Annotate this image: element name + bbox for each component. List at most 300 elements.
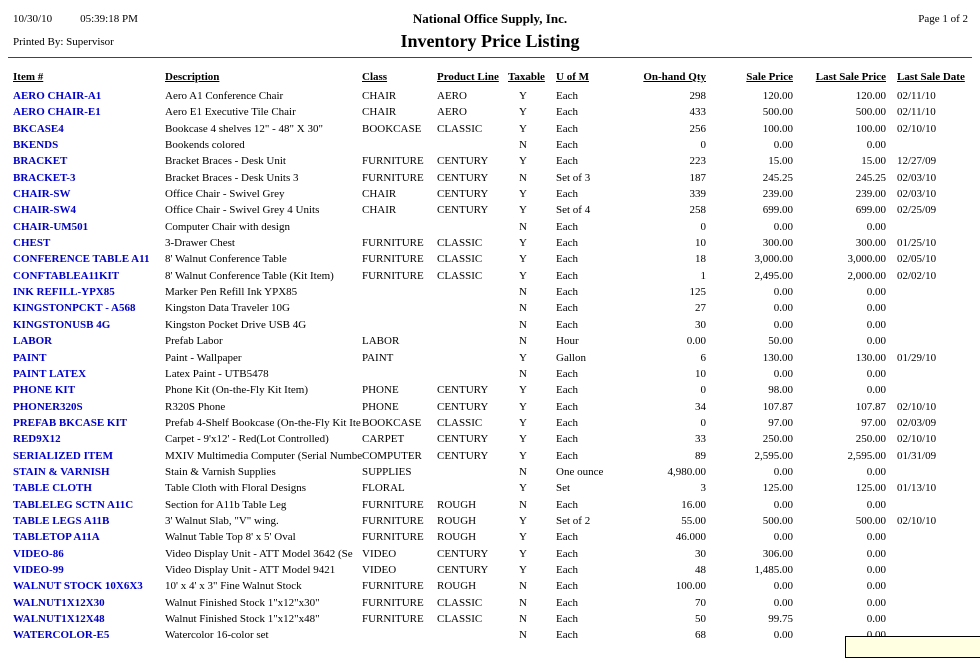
table-row bbox=[0, 499, 980, 515]
printed-by-label: Printed By: Supervisor bbox=[13, 36, 114, 48]
col-product-line-cell: CENTURY bbox=[437, 204, 489, 217]
col-product-line-cell bbox=[437, 286, 508, 302]
col-product-line-cell: CLASSIC bbox=[437, 237, 483, 250]
col-description-cell: Walnut Finished Stock 1"x12"x30" bbox=[165, 596, 320, 609]
col-taxable-cell: Y bbox=[519, 514, 527, 527]
table-row bbox=[0, 90, 980, 106]
col-description-cell: Bookends colored bbox=[165, 139, 245, 152]
col-description-cell: 3-Drawer Chest bbox=[165, 237, 235, 250]
col-last-sale-price-cell: 0.00 bbox=[866, 563, 886, 576]
col-class-cell: FLORAL bbox=[362, 482, 405, 495]
col-taxable-cell: N bbox=[519, 613, 527, 625]
col-sale-price-cell: 99.75 bbox=[768, 613, 793, 625]
col-product-line-cell bbox=[437, 221, 508, 237]
col-last-sale-date-cell bbox=[886, 531, 980, 547]
table-row bbox=[0, 302, 980, 318]
col-last-sale-price-cell: 0.00 bbox=[866, 384, 886, 397]
col-taxable-cell: N bbox=[519, 302, 527, 315]
item-link[interactable]: PAINT LATEX bbox=[13, 367, 87, 380]
col-onhand-qty-cell: 30 bbox=[695, 318, 706, 331]
col-description-cell: Carpet - 9'x12' - Red(Lot Controlled) bbox=[165, 433, 329, 446]
col-last-sale-date-cell: 02/02/10 bbox=[897, 269, 937, 282]
col-product-line-cell: CENTURY bbox=[437, 433, 489, 446]
col-sale-price-cell: 239.00 bbox=[762, 188, 793, 201]
col-last-sale-date-cell: 02/10/10 bbox=[897, 400, 937, 413]
item-link[interactable]: TABLE LEGS A11B bbox=[13, 514, 110, 527]
col-description-cell: Marker Pen Refill Ink YPX85 bbox=[165, 286, 298, 299]
col-last-sale-date-cell: 12/27/09 bbox=[897, 155, 937, 168]
col-onhand-qty-cell: 4,980.00 bbox=[667, 465, 706, 478]
col-sale-price-cell: 0.00 bbox=[773, 302, 793, 315]
item-link[interactable]: PREFAB BKCASE KIT bbox=[13, 416, 128, 429]
col-taxable-cell: N bbox=[519, 465, 527, 478]
col-class-cell: CHAIR bbox=[362, 188, 397, 201]
item-link[interactable]: RED9X12 bbox=[13, 433, 61, 446]
col-taxable-cell: Y bbox=[519, 384, 527, 397]
col-last-sale-price-cell: 500.00 bbox=[855, 106, 886, 119]
col-taxable-cell: Y bbox=[519, 416, 527, 429]
item-link[interactable]: BRACKET bbox=[13, 155, 68, 168]
col-last-sale-date-cell bbox=[886, 302, 980, 318]
col-onhand-qty-cell: 339 bbox=[689, 188, 706, 201]
col-onhand-qty-cell: 256 bbox=[689, 122, 706, 135]
col-last-sale-price-cell: 0.00 bbox=[866, 318, 886, 331]
col-product-line-cell: CLASSIC bbox=[437, 416, 483, 429]
col-sale-price-cell: 0.00 bbox=[773, 498, 793, 511]
col-description-cell: Aero E1 Executive Tile Chair bbox=[165, 106, 296, 119]
col-last-sale-price-cell: 0.00 bbox=[866, 613, 886, 625]
col-onhand-qty-cell: 10 bbox=[695, 367, 706, 380]
col-class-cell: CARPET bbox=[362, 433, 405, 446]
col-uom-cell: Each bbox=[556, 400, 578, 413]
col-last-sale-date-cell: 01/25/10 bbox=[897, 237, 937, 250]
col-uom-cell: Each bbox=[556, 449, 578, 462]
col-uom-cell: Each bbox=[556, 498, 578, 511]
tooltip-box bbox=[845, 636, 980, 658]
col-onhand-qty-cell: 68 bbox=[695, 629, 706, 642]
col-last-sale-price-cell: 125.00 bbox=[855, 482, 886, 495]
table-row bbox=[0, 368, 980, 384]
table-row bbox=[0, 433, 980, 449]
col-uom-cell: Each bbox=[556, 188, 578, 201]
col-product-line-cell bbox=[437, 302, 508, 318]
col-description-cell: Video Display Unit - ATT Model 3642 (Se bbox=[165, 547, 353, 560]
table-row bbox=[0, 597, 980, 613]
col-product-line-cell: CLASSIC bbox=[437, 613, 483, 625]
col-onhand-qty-cell: 6 bbox=[700, 351, 706, 364]
col-class-cell: FURNITURE bbox=[362, 531, 424, 544]
col-last-sale-date-cell bbox=[886, 319, 980, 335]
col-onhand-qty-cell: 187 bbox=[689, 171, 706, 184]
table-row bbox=[0, 123, 980, 139]
col-product-line-cell bbox=[437, 482, 508, 498]
col-last-sale-date-cell: 02/05/10 bbox=[897, 253, 937, 266]
col-uom-cell: Each bbox=[556, 286, 578, 299]
col-product-line-cell: CENTURY bbox=[437, 188, 489, 201]
col-sale-price-header: Sale Price bbox=[746, 71, 793, 83]
col-description-cell: 3' Walnut Slab, "V" wing. bbox=[165, 514, 279, 527]
table-row bbox=[0, 531, 980, 547]
item-link[interactable]: WALNUT STOCK 10X6X3 bbox=[13, 580, 143, 593]
item-link[interactable]: BKCASE4 bbox=[13, 122, 64, 135]
col-last-sale-price-cell: 0.00 bbox=[866, 286, 886, 299]
col-class-cell: FURNITURE bbox=[362, 171, 424, 184]
col-last-sale-price-cell: 0.00 bbox=[866, 220, 886, 233]
header-divider bbox=[8, 57, 972, 58]
col-taxable-cell: N bbox=[519, 367, 527, 380]
col-taxable-cell: Y bbox=[519, 400, 527, 413]
col-description-cell: Kingston Pocket Drive USB 4G bbox=[165, 318, 307, 331]
col-class-cell: BOOKCASE bbox=[362, 122, 422, 135]
col-uom-cell: Each bbox=[556, 269, 578, 282]
col-last-sale-date-cell: 02/11/10 bbox=[897, 90, 936, 102]
col-class-cell bbox=[362, 368, 437, 384]
col-description-cell: Watercolor 16-color set bbox=[165, 629, 269, 642]
col-class-cell: FURNITURE bbox=[362, 253, 424, 266]
col-last-sale-price-cell: 250.00 bbox=[855, 433, 886, 446]
table-row bbox=[0, 106, 980, 122]
col-uom-cell: Each bbox=[556, 416, 578, 429]
col-uom-cell: Set of 4 bbox=[556, 204, 591, 217]
col-class-cell: FURNITURE bbox=[362, 580, 424, 593]
table-row bbox=[0, 564, 980, 580]
col-uom-cell: Each bbox=[556, 531, 578, 544]
col-uom-cell: Each bbox=[556, 367, 578, 380]
col-taxable-cell: Y bbox=[519, 269, 527, 282]
col-last-sale-date-cell bbox=[886, 564, 980, 580]
col-onhand-qty-cell: 125 bbox=[689, 286, 706, 299]
table-row bbox=[0, 188, 980, 204]
col-sale-price-cell: 107.87 bbox=[762, 400, 793, 413]
col-class-cell: PAINT bbox=[362, 351, 394, 364]
col-product-line-cell bbox=[437, 466, 508, 482]
table-row bbox=[0, 629, 980, 645]
col-uom-cell: Each bbox=[556, 318, 578, 331]
col-class-cell: CHAIR bbox=[362, 106, 397, 119]
item-link[interactable]: KINGSTONUSB 4G bbox=[13, 318, 111, 331]
item-link[interactable]: INK REFILL-YPX85 bbox=[13, 286, 115, 299]
col-onhand-qty-cell: 33 bbox=[695, 433, 706, 446]
col-last-sale-date-cell bbox=[886, 368, 980, 384]
col-last-sale-date-cell: 02/10/10 bbox=[897, 514, 937, 527]
item-link[interactable]: BKENDS bbox=[13, 139, 59, 152]
col-product-line-cell: CENTURY bbox=[437, 449, 489, 462]
table-row bbox=[0, 335, 980, 351]
col-product-line-cell bbox=[437, 352, 508, 368]
table-row bbox=[0, 139, 980, 155]
col-onhand-qty-cell: 10 bbox=[695, 237, 706, 250]
col-sale-price-cell: 125.00 bbox=[762, 482, 793, 495]
col-description-cell: 8' Walnut Conference Table bbox=[165, 253, 287, 266]
col-last-sale-date-cell bbox=[886, 548, 980, 564]
col-sale-price-cell: 0.00 bbox=[773, 318, 793, 331]
col-taxable-cell: Y bbox=[519, 122, 527, 135]
col-description-cell: Latex Paint - UTB5478 bbox=[165, 367, 269, 380]
col-sale-price-cell: 2,495.00 bbox=[754, 269, 793, 282]
col-product-line-cell: CENTURY bbox=[437, 400, 489, 413]
col-last-sale-price-cell: 239.00 bbox=[855, 188, 886, 201]
table-row bbox=[0, 450, 980, 466]
item-link[interactable]: KINGSTONPCKT - A568 bbox=[13, 302, 136, 315]
item-link[interactable]: BRACKET-3 bbox=[13, 171, 76, 184]
col-uom-cell: Each bbox=[556, 237, 578, 250]
col-last-sale-date-cell: 02/03/10 bbox=[897, 188, 937, 201]
col-product-line-cell bbox=[437, 368, 508, 384]
col-last-sale-price-cell: 0.00 bbox=[866, 302, 886, 315]
col-class-cell: FURNITURE bbox=[362, 498, 424, 511]
col-taxable-cell: N bbox=[519, 286, 527, 299]
col-taxable-header: Taxable bbox=[508, 71, 545, 83]
col-last-sale-price-cell: 130.00 bbox=[855, 351, 886, 364]
col-last-sale-date-cell: 02/10/10 bbox=[897, 433, 937, 446]
col-last-sale-price-cell: 2,595.00 bbox=[847, 449, 886, 462]
col-last-sale-date-cell bbox=[886, 597, 980, 613]
item-link[interactable]: PAINT bbox=[13, 351, 47, 364]
col-sale-price-cell: 130.00 bbox=[762, 351, 793, 364]
col-onhand-qty-cell: 0 bbox=[700, 384, 706, 397]
col-description-cell: Video Display Unit - ATT Model 9421 bbox=[165, 563, 336, 576]
item-link[interactable]: STAIN & VARNISH bbox=[13, 465, 110, 478]
col-product-line-cell: CENTURY bbox=[437, 547, 489, 560]
item-link[interactable]: SERIALIZED ITEM bbox=[13, 449, 113, 462]
table-row bbox=[0, 286, 980, 302]
col-uom-cell: Each bbox=[556, 563, 578, 576]
item-link[interactable]: PHONE KIT bbox=[13, 384, 76, 397]
table-row bbox=[0, 221, 980, 237]
col-class-cell bbox=[362, 286, 437, 302]
col-onhand-qty-cell: 27 bbox=[695, 302, 706, 315]
col-last-sale-price-cell: 120.00 bbox=[855, 90, 886, 102]
col-class-cell bbox=[362, 629, 437, 645]
table-row bbox=[0, 580, 980, 596]
item-link[interactable]: CHAIR-UM501 bbox=[13, 220, 89, 233]
col-taxable-cell: N bbox=[519, 139, 527, 152]
col-taxable-cell: Y bbox=[519, 253, 527, 266]
col-product-line-cell: ROUGH bbox=[437, 514, 477, 527]
item-link[interactable]: VIDEO-99 bbox=[13, 563, 64, 576]
col-last-sale-date-cell bbox=[886, 580, 980, 596]
col-sale-price-cell: 300.00 bbox=[762, 237, 793, 250]
col-sale-price-cell: 0.00 bbox=[773, 629, 793, 642]
col-onhand-qty-cell: 46.000 bbox=[675, 531, 706, 544]
col-last-sale-price-cell: 0.00 bbox=[866, 335, 886, 348]
col-uom-cell: Set of 3 bbox=[556, 171, 591, 184]
col-taxable-cell: N bbox=[519, 580, 527, 593]
col-sale-price-cell: 500.00 bbox=[762, 514, 793, 527]
col-onhand-qty-cell: 223 bbox=[689, 155, 706, 168]
col-onhand-qty-cell: 1 bbox=[700, 269, 706, 282]
col-description-cell: Bracket Braces - Desk Units 3 bbox=[165, 171, 299, 184]
col-taxable-cell: Y bbox=[519, 188, 527, 201]
table-row bbox=[0, 270, 980, 286]
col-description-cell: 8' Walnut Conference Table (Kit Item) bbox=[165, 269, 334, 282]
col-sale-price-cell: 0.00 bbox=[773, 139, 793, 152]
col-class-cell bbox=[362, 302, 437, 318]
col-onhand-qty-cell: 48 bbox=[695, 563, 706, 576]
item-link[interactable]: CONFTABLEA11KIT bbox=[13, 269, 120, 282]
col-sale-price-cell: 0.00 bbox=[773, 286, 793, 299]
col-class-cell: VIDEO bbox=[362, 547, 397, 560]
col-taxable-cell: N bbox=[519, 171, 527, 184]
col-uom-cell: Gallon bbox=[556, 351, 586, 364]
col-class-cell: PHONE bbox=[362, 400, 399, 413]
col-description-header: Description bbox=[165, 71, 220, 83]
col-uom-cell: Each bbox=[556, 302, 578, 315]
col-last-sale-price-cell: 0.00 bbox=[866, 367, 886, 380]
col-taxable-cell: N bbox=[519, 318, 527, 331]
table-row bbox=[0, 548, 980, 564]
item-link[interactable]: CHAIR-SW4 bbox=[13, 204, 76, 217]
col-sale-price-cell: 250.00 bbox=[762, 433, 793, 446]
item-link[interactable]: TABLELEG SCTN A11C bbox=[13, 498, 134, 511]
col-sale-price-cell: 0.00 bbox=[773, 367, 793, 380]
table-row bbox=[0, 155, 980, 171]
item-link[interactable]: TABLE CLOTH bbox=[13, 482, 92, 495]
col-taxable-cell: N bbox=[519, 335, 527, 348]
col-description-cell: Aero A1 Conference Chair bbox=[165, 90, 284, 102]
col-last-sale-date-cell bbox=[886, 286, 980, 302]
table-row bbox=[0, 237, 980, 253]
col-last-sale-date-cell: 01/31/09 bbox=[897, 449, 937, 462]
col-uom-cell: Each bbox=[556, 139, 578, 152]
col-class-cell: CHAIR bbox=[362, 90, 397, 102]
col-product-line-cell: ROUGH bbox=[437, 531, 477, 544]
col-description-cell: Office Chair - Swivel Grey bbox=[165, 188, 285, 201]
col-last-sale-date-cell: 02/03/10 bbox=[897, 171, 937, 184]
col-taxable-cell: Y bbox=[519, 482, 527, 495]
col-onhand-qty-cell: 433 bbox=[689, 106, 706, 119]
col-onhand-qty-header: On-hand Qty bbox=[643, 71, 706, 83]
col-taxable-cell: Y bbox=[519, 449, 527, 462]
item-link[interactable]: VIDEO-86 bbox=[13, 547, 64, 560]
inventory-table bbox=[0, 71, 980, 646]
col-product-line-cell: CENTURY bbox=[437, 155, 489, 168]
col-description-cell: Stain & Varnish Supplies bbox=[165, 465, 276, 478]
col-description-cell: Prefab Labor bbox=[165, 335, 223, 348]
col-uom-cell: Each bbox=[556, 155, 578, 168]
col-last-sale-date-cell bbox=[886, 499, 980, 515]
col-uom-cell: Each bbox=[556, 253, 578, 266]
table-row bbox=[0, 482, 980, 498]
col-taxable-cell: Y bbox=[519, 204, 527, 217]
col-product-line-cell: CLASSIC bbox=[437, 269, 483, 282]
col-uom-cell: Set bbox=[556, 482, 571, 495]
item-link[interactable]: PHONER320S bbox=[13, 400, 83, 413]
col-taxable-cell: Y bbox=[519, 106, 527, 119]
col-uom-cell: Each bbox=[556, 547, 578, 560]
col-product-line-cell: CENTURY bbox=[437, 563, 489, 576]
col-class-cell bbox=[362, 319, 437, 335]
col-last-sale-price-cell: 2,000.00 bbox=[847, 269, 886, 282]
col-product-line-cell: CENTURY bbox=[437, 384, 489, 397]
col-last-sale-date-cell: 02/11/10 bbox=[897, 106, 936, 119]
col-description-cell: Walnut Finished Stock 1"x12"x48" bbox=[165, 613, 320, 625]
col-sale-price-cell: 1,485.00 bbox=[754, 563, 793, 576]
col-description-cell: Bookcase 4 shelves 12" - 48" X 30" bbox=[165, 122, 323, 135]
col-taxable-cell: Y bbox=[519, 155, 527, 168]
col-item-header: Item # bbox=[13, 71, 44, 83]
col-product-line-cell bbox=[437, 335, 508, 351]
col-description-cell: MXIV Multimedia Computer (Serial Numbe bbox=[165, 449, 363, 462]
col-onhand-qty-cell: 258 bbox=[689, 204, 706, 217]
col-sale-price-cell: 0.00 bbox=[773, 465, 793, 478]
col-sale-price-cell: 100.00 bbox=[762, 122, 793, 135]
col-onhand-qty-cell: 16.00 bbox=[681, 498, 706, 511]
col-sale-price-cell: 306.00 bbox=[762, 547, 793, 560]
col-onhand-qty-cell: 70 bbox=[695, 596, 706, 609]
print-time: 05:39:18 PM bbox=[80, 13, 138, 25]
col-product-line-cell bbox=[437, 629, 508, 645]
col-last-sale-price-cell: 300.00 bbox=[855, 237, 886, 250]
table-row bbox=[0, 515, 980, 531]
table-row bbox=[0, 352, 980, 368]
col-class-cell: LABOR bbox=[362, 335, 400, 348]
col-product-line-header: Product Line bbox=[437, 71, 499, 83]
col-sale-price-cell: 120.00 bbox=[762, 90, 793, 102]
item-link[interactable]: WALNUT1X12X30 bbox=[13, 596, 105, 609]
col-uom-header: U of M bbox=[556, 71, 589, 83]
col-sale-price-cell: 97.00 bbox=[768, 416, 793, 429]
col-uom-cell: Hour bbox=[556, 335, 579, 348]
col-class-cell bbox=[362, 139, 437, 155]
col-description-cell: R320S Phone bbox=[165, 400, 226, 413]
item-link[interactable]: CHAIR-SW bbox=[13, 188, 71, 201]
item-link[interactable]: WALNUT1X12X48 bbox=[13, 613, 105, 625]
item-link[interactable]: CONFERENCE TABLE A11 bbox=[13, 253, 150, 266]
col-class-cell: FURNITURE bbox=[362, 596, 424, 609]
col-product-line-cell bbox=[437, 139, 508, 155]
item-link[interactable]: LABOR bbox=[13, 335, 53, 348]
col-taxable-cell: Y bbox=[519, 90, 527, 102]
col-sale-price-cell: 2,595.00 bbox=[754, 449, 793, 462]
col-last-sale-price-cell: 500.00 bbox=[855, 514, 886, 527]
col-last-sale-price-cell: 100.00 bbox=[855, 122, 886, 135]
col-last-sale-price-cell: 699.00 bbox=[855, 204, 886, 217]
item-link[interactable]: AERO CHAIR-E1 bbox=[13, 106, 101, 119]
col-description-cell: Paint - Wallpaper bbox=[165, 351, 242, 364]
col-last-sale-date-cell bbox=[886, 221, 980, 237]
col-last-sale-date-cell: 02/25/09 bbox=[897, 204, 937, 217]
item-link[interactable]: CHEST bbox=[13, 237, 51, 250]
page-number: Page 1 of 2 bbox=[918, 13, 968, 25]
col-last-sale-date-header: Last Sale Date bbox=[897, 71, 965, 83]
col-uom-cell: Each bbox=[556, 433, 578, 446]
col-product-line-cell: ROUGH bbox=[437, 498, 477, 511]
col-sale-price-cell: 500.00 bbox=[762, 106, 793, 119]
col-product-line-cell: AERO bbox=[437, 106, 467, 119]
col-product-line-cell: AERO bbox=[437, 90, 467, 102]
col-last-sale-date-cell: 02/10/10 bbox=[897, 122, 937, 135]
col-class-cell: FURNITURE bbox=[362, 237, 424, 250]
col-last-sale-price-cell: 97.00 bbox=[861, 416, 886, 429]
col-sale-price-cell: 50.00 bbox=[768, 335, 793, 348]
col-last-sale-price-cell: 0.00 bbox=[866, 139, 886, 152]
col-class-cell: FURNITURE bbox=[362, 155, 424, 168]
item-link[interactable]: TABLETOP A11A bbox=[13, 531, 100, 544]
col-class-cell: VIDEO bbox=[362, 563, 397, 576]
table-row bbox=[0, 417, 980, 433]
col-taxable-cell: Y bbox=[519, 547, 527, 560]
col-onhand-qty-cell: 0 bbox=[700, 139, 706, 152]
item-link[interactable]: WATERCOLOR-E5 bbox=[13, 629, 110, 642]
col-sale-price-cell: 0.00 bbox=[773, 596, 793, 609]
col-description-cell: Prefab 4-Shelf Bookcase (On-the-Fly Kit Ite bbox=[165, 416, 361, 429]
col-description-cell: 10' x 4' x 3" Fine Walnut Stock bbox=[165, 580, 302, 593]
col-last-sale-price-cell: 0.00 bbox=[866, 498, 886, 511]
col-uom-cell: One ounce bbox=[556, 465, 604, 478]
item-link[interactable]: AERO CHAIR-A1 bbox=[13, 90, 102, 102]
col-last-sale-price-cell: 0.00 bbox=[866, 596, 886, 609]
